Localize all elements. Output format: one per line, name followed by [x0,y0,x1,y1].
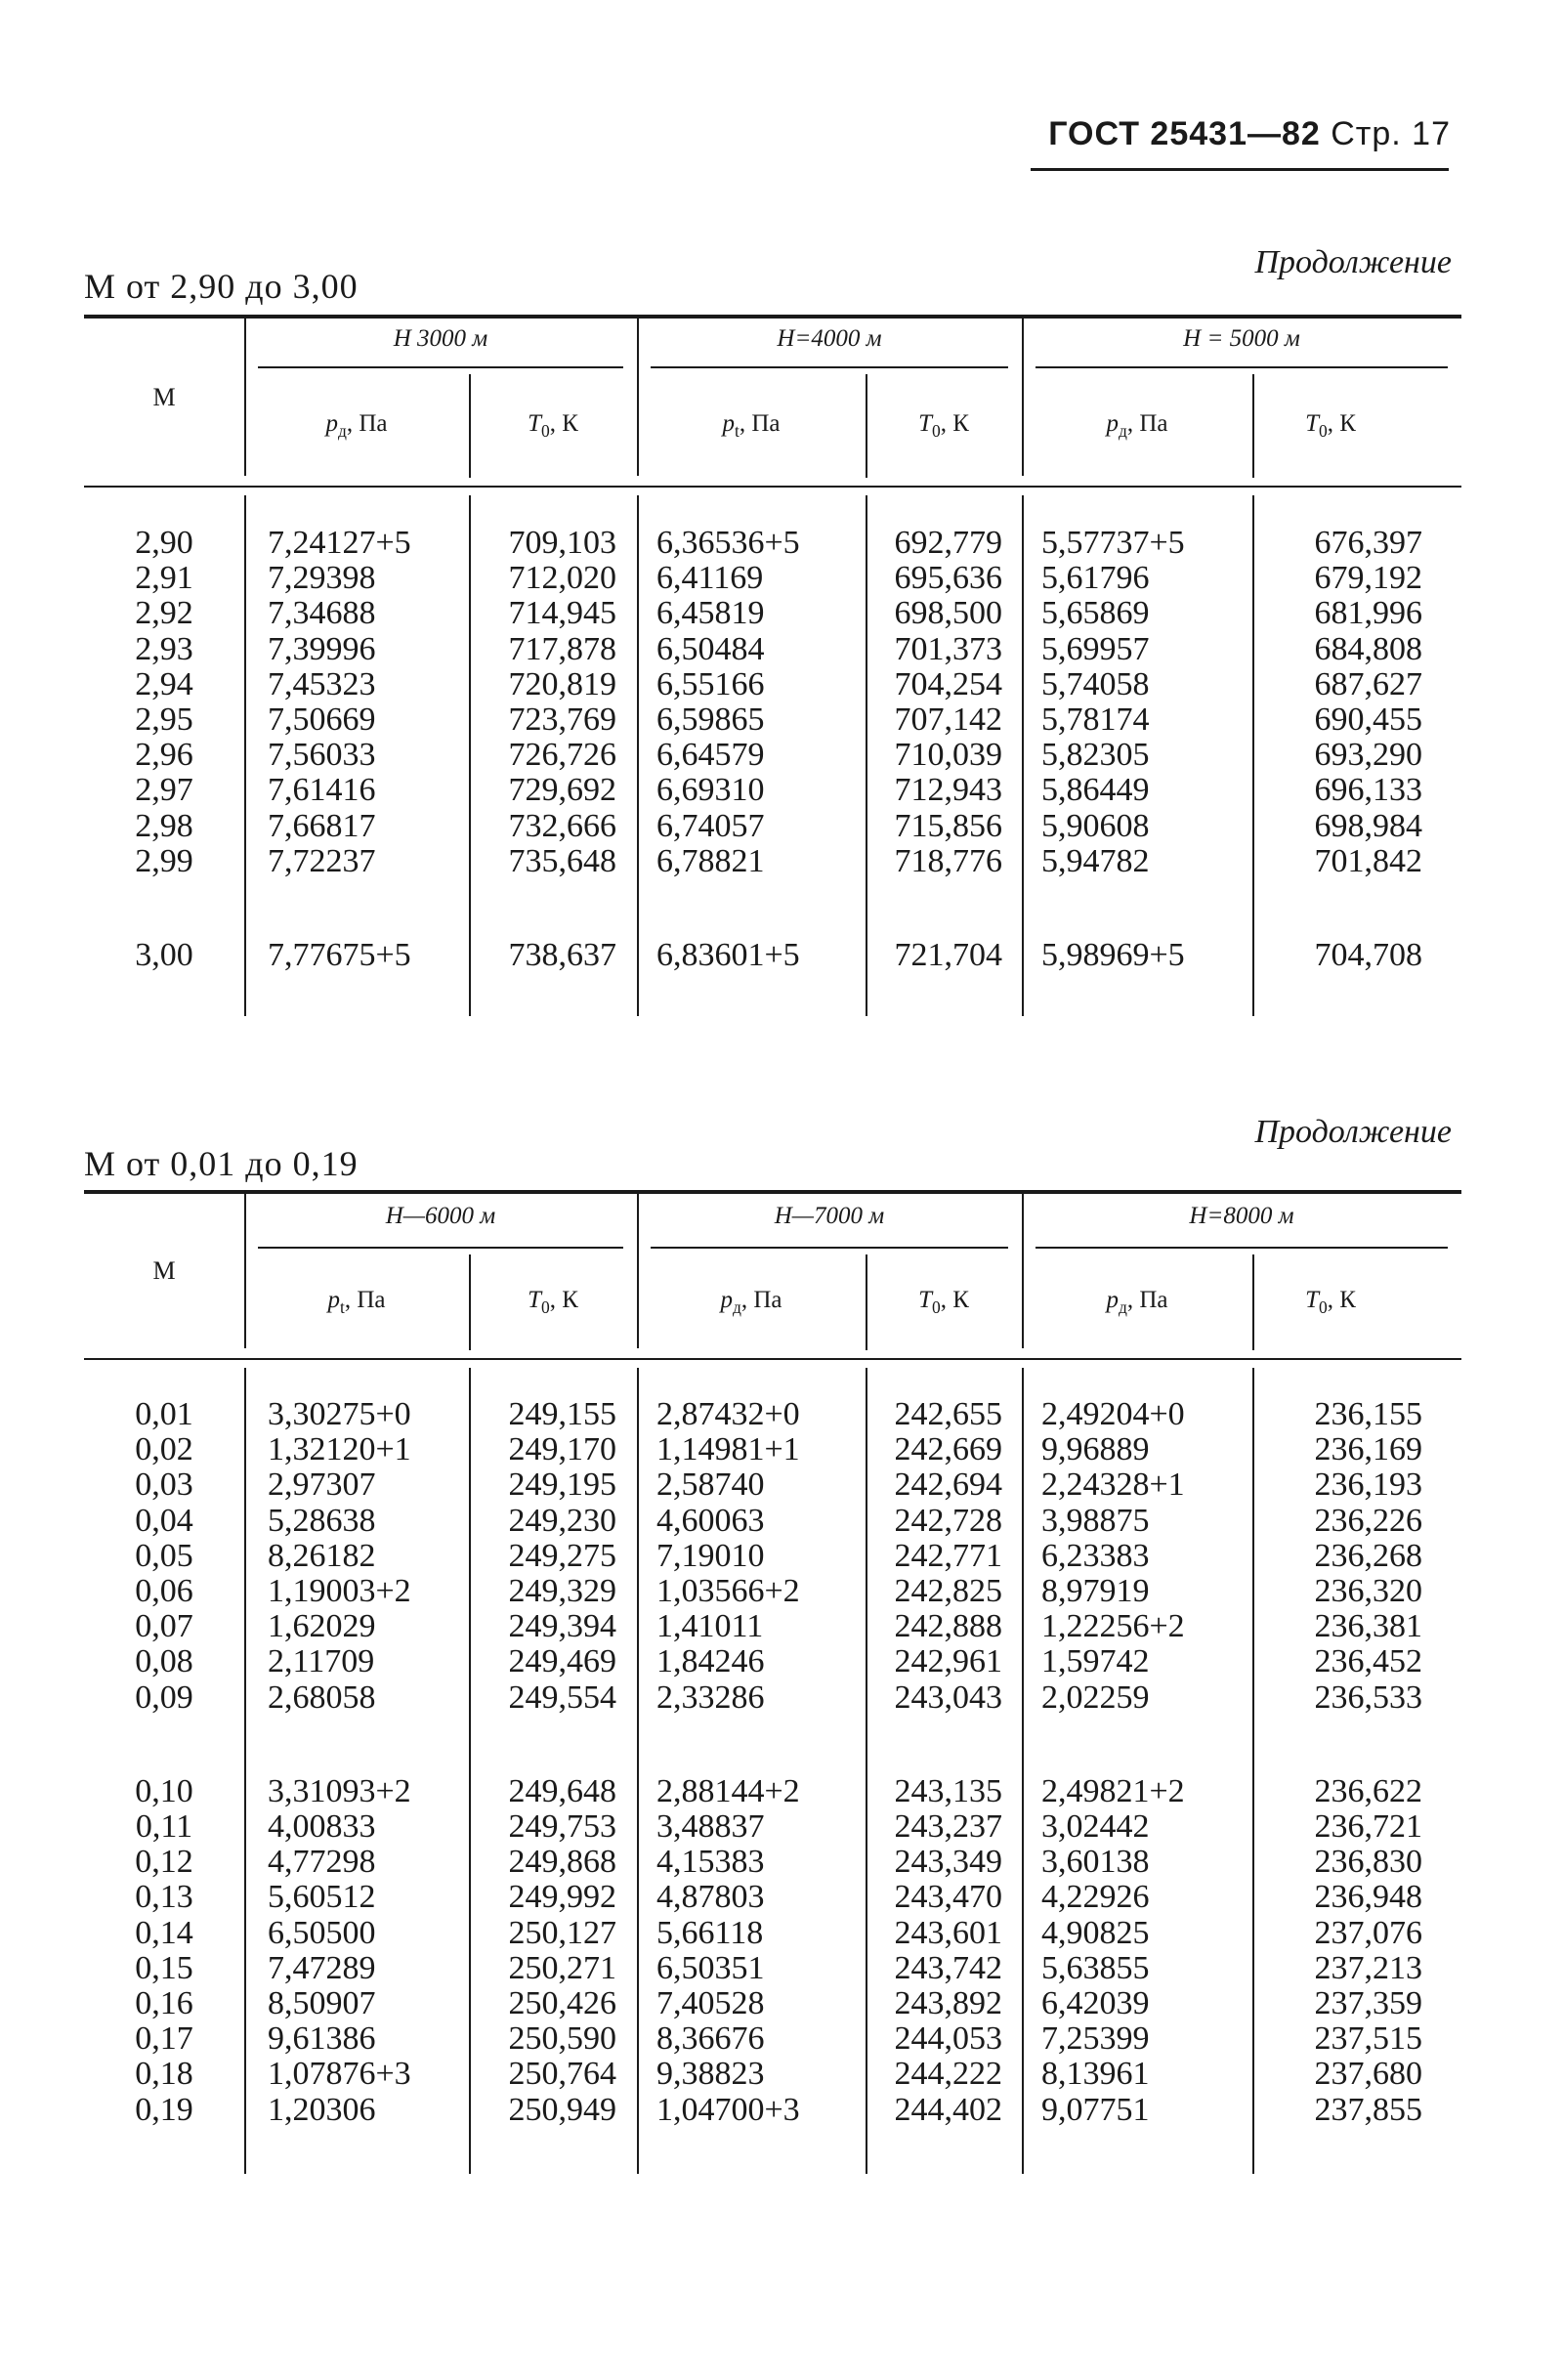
temperature-cell: 243,892 [894,1985,1002,2021]
temperature-cell: 717,878 [508,630,616,667]
pressure-cell: 1,41011 [656,1608,764,1645]
temperature-cell: 243,135 [894,1772,1002,1809]
pressure-cell: 6,36536+5 [656,525,800,561]
pressure-cell: 5,94782 [1041,842,1150,879]
temperature-cell: 709,103 [508,525,616,561]
pressure-cell: 2,33286 [656,1679,765,1716]
pressure-cell: 7,56033 [268,737,376,774]
pressure-cell: 1,32120+1 [268,1431,411,1468]
pressure-cell: 4,90825 [1041,1914,1150,1951]
mach-cell: 0,07 [135,1608,193,1645]
pressure-cell: 2,24328+1 [1041,1466,1185,1504]
temperature-cell: 715,856 [894,807,1002,844]
temperature-cell: 243,043 [894,1679,1002,1716]
temperature-cell: 236,155 [1314,1396,1422,1432]
pressure-cell: 2,49821+2 [1041,1772,1185,1809]
pressure-cell: 5,57737+5 [1041,525,1185,561]
mach-cell: 0,18 [135,2056,193,2093]
temperature-cell: 249,195 [508,1466,616,1504]
temperature-cell: 236,320 [1314,1573,1422,1609]
altitude-group-rule [1036,366,1448,368]
continuation-label: Продолжение [1254,1114,1452,1150]
temperature-cell: 698,984 [1314,807,1422,844]
pressure-cell: 1,84246 [656,1643,765,1680]
pressure-cell: 7,39996 [268,630,376,667]
temperature-cell: 237,680 [1314,2056,1422,2093]
temperature-cell: 236,169 [1314,1431,1422,1468]
temperature-cell: 243,742 [894,1949,1002,1986]
column-rule [1022,495,1024,1016]
pressure-cell: 1,04700+3 [656,2091,800,2128]
temperature-cell: 707,142 [894,701,1002,738]
table-top-rule [84,1190,1461,1194]
temperature-column-header: $T_0$, К [1305,1287,1356,1317]
temperature-cell: 236,948 [1314,1879,1422,1916]
temperature-cell: 249,155 [508,1396,616,1432]
temperature-cell: 249,329 [508,1573,616,1609]
temperature-column-header: $T_0$, К [1305,410,1356,441]
pressure-cell: 2,58740 [656,1466,765,1504]
temperature-cell: 250,271 [508,1949,616,1986]
pressure-cell: 6,59865 [656,701,765,738]
pressure-cell: 8,26182 [268,1537,376,1574]
pressure-cell: 5,66118 [656,1914,764,1951]
temperature-cell: 237,855 [1314,2091,1422,2128]
temperature-cell: 249,648 [508,1772,616,1809]
pressure-cell: 8,97919 [1041,1573,1150,1609]
header-bottom-rule [84,486,1461,488]
pressure-cell: 5,63855 [1041,1949,1150,1986]
mach-cell: 0,10 [135,1772,193,1809]
pressure-cell: 5,78174 [1041,701,1150,738]
table-top-rule [84,315,1461,319]
pressure-column-header: $p_д$, Па [720,1287,782,1317]
pressure-cell: 7,19010 [656,1537,765,1574]
pressure-cell: 1,22256+2 [1041,1608,1185,1645]
pressure-cell: 6,74057 [656,807,765,844]
pressure-cell: 9,07751 [1041,2091,1150,2128]
altitude-group-rule [258,1247,623,1249]
temperature-cell: 236,452 [1314,1643,1422,1680]
mach-cell: 2,90 [135,525,193,561]
pressure-cell: 7,61416 [268,772,376,809]
mach-cell: 0,16 [135,1985,193,2021]
pressure-cell: 6,41169 [656,560,764,597]
mach-column-header: М [152,382,176,411]
temperature-cell: 250,127 [508,1914,616,1951]
altitude-header: Н—6000 м [385,1203,496,1229]
pressure-cell: 8,50907 [268,1985,376,2021]
temperature-cell: 242,961 [894,1643,1002,1680]
pressure-cell: 4,15383 [656,1844,765,1881]
temperature-cell: 249,753 [508,1808,616,1845]
temperature-cell: 735,648 [508,842,616,879]
mach-cell: 0,01 [135,1396,193,1432]
temperature-cell: 243,470 [894,1879,1002,1916]
mach-cell: 0,03 [135,1466,193,1504]
temperature-cell: 244,053 [894,2020,1002,2058]
temperature-cell: 692,779 [894,525,1002,561]
pressure-cell: 2,49204+0 [1041,1396,1185,1432]
temperature-cell: 243,237 [894,1808,1002,1845]
altitude-group-rule [651,1247,1008,1249]
pressure-cell: 9,96889 [1041,1431,1150,1468]
mach-cell: 0,12 [135,1844,193,1881]
temperature-cell: 249,992 [508,1879,616,1916]
pressure-cell: 1,20306 [268,2091,376,2128]
mach-range-label: М от 0,01 до 0,19 [84,1144,359,1183]
temperature-cell: 684,808 [1314,630,1422,667]
altitude-header: Н=4000 м [777,324,882,352]
mach-cell: 0,04 [135,1502,193,1539]
temperature-cell: 242,728 [894,1502,1002,1539]
pressure-cell: 2,87432+0 [656,1396,800,1432]
pressure-cell: 9,61386 [268,2020,376,2058]
pressure-cell: 7,34688 [268,595,376,632]
column-rule [637,1368,639,2174]
temperature-cell: 712,020 [508,560,616,597]
temperature-cell: 243,601 [894,1914,1002,1951]
temperature-cell: 236,381 [1314,1608,1422,1645]
mach-cell: 0,05 [135,1537,193,1574]
temperature-cell: 250,764 [508,2056,616,2093]
mach-cell: 0,11 [135,1808,193,1845]
temperature-cell: 679,192 [1314,560,1422,597]
pressure-cell: 1,14981+1 [656,1431,800,1468]
temperature-cell: 714,945 [508,595,616,632]
pressure-cell: 6,45819 [656,595,765,632]
pressure-cell: 7,40528 [656,1985,765,2021]
mach-cell: 2,92 [135,595,193,632]
pressure-column-header: $p_t$, Па [722,410,781,441]
temperature-cell: 720,819 [508,665,616,702]
pressure-cell: 7,47289 [268,1949,376,1986]
pressure-cell: 4,00833 [268,1808,376,1845]
pressure-column-header: $p_д$, Па [1106,410,1168,441]
temperature-cell: 242,655 [894,1396,1002,1432]
mach-cell: 2,94 [135,665,193,702]
temperature-cell: 249,170 [508,1431,616,1468]
pressure-cell: 6,83601+5 [656,937,800,973]
column-rule [637,495,639,1016]
column-rule [244,1368,246,2174]
pressure-cell: 5,74058 [1041,665,1150,702]
temperature-cell: 236,226 [1314,1502,1422,1539]
temperature-cell: 250,590 [508,2020,616,2058]
temperature-cell: 236,622 [1314,1772,1422,1809]
temperature-cell: 250,426 [508,1985,616,2021]
pressure-cell: 4,60063 [656,1502,765,1539]
altitude-group-rule [1036,1247,1448,1249]
temperature-cell: 249,469 [508,1643,616,1680]
mach-column-header: М [152,1256,176,1285]
temperature-cell: 726,726 [508,737,616,774]
temperature-cell: 690,455 [1314,701,1422,738]
temperature-cell: 681,996 [1314,595,1422,632]
pressure-cell: 5,69957 [1041,630,1150,667]
temperature-cell: 718,776 [894,842,1002,879]
column-rule [1022,1368,1024,2174]
temperature-cell: 693,290 [1314,737,1422,774]
data-table [84,1190,1461,2184]
pressure-cell: 6,64579 [656,737,765,774]
pressure-cell: 7,29398 [268,560,376,597]
temperature-column-header: $T_0$, К [528,1287,578,1317]
temperature-cell: 249,394 [508,1608,616,1645]
temperature-cell: 701,842 [1314,842,1422,879]
temperature-cell: 236,721 [1314,1808,1422,1845]
temperature-cell: 236,268 [1314,1537,1422,1574]
mach-cell: 2,98 [135,807,193,844]
pressure-cell: 3,31093+2 [268,1772,411,1809]
temperature-cell: 701,373 [894,630,1002,667]
pressure-cell: 5,82305 [1041,737,1150,774]
mach-cell: 0,06 [135,1573,193,1609]
pressure-cell: 7,50669 [268,701,376,738]
data-table [84,315,1461,1026]
mach-cell: 0,15 [135,1949,193,1986]
pressure-cell: 7,25399 [1041,2020,1150,2058]
temperature-cell: 698,500 [894,595,1002,632]
pressure-column-header: $p_t$, Па [327,1287,386,1317]
pressure-cell: 2,88144+2 [656,1772,800,1809]
pressure-cell: 2,68058 [268,1679,376,1716]
mach-cell: 2,96 [135,737,193,774]
pressure-cell: 2,11709 [268,1643,375,1680]
pressure-cell: 1,07876+3 [268,2056,411,2093]
pressure-cell: 6,23383 [1041,1537,1150,1574]
temperature-cell: 704,708 [1314,937,1422,973]
pressure-cell: 2,02259 [1041,1679,1150,1716]
column-rule [1252,495,1254,1016]
pressure-cell: 4,87803 [656,1879,765,1916]
temperature-cell: 721,704 [894,937,1002,973]
pressure-cell: 1,62029 [268,1608,376,1645]
mach-cell: 0,08 [135,1643,193,1680]
pressure-cell: 3,30275+0 [268,1396,411,1432]
pressure-cell: 2,97307 [268,1466,376,1504]
pressure-cell: 9,38823 [656,2056,765,2093]
temperature-cell: 249,868 [508,1844,616,1881]
pressure-cell: 3,60138 [1041,1844,1150,1881]
gost-number: ГОСТ 25431—82 [1048,115,1321,152]
temperature-cell: 695,636 [894,560,1002,597]
temperature-cell: 738,637 [508,937,616,973]
temperature-cell: 676,397 [1314,525,1422,561]
pressure-cell: 5,28638 [268,1502,376,1539]
pressure-column-header: $p_д$, Па [1106,1287,1168,1317]
column-rule [244,495,246,1016]
pressure-cell: 7,72237 [268,842,376,879]
pressure-cell: 7,45323 [268,665,376,702]
temperature-cell: 237,213 [1314,1949,1422,1986]
temperature-cell: 236,830 [1314,1844,1422,1881]
pressure-column-header: $p_д$, Па [325,410,388,441]
document-header [1031,115,1451,153]
mach-range-label: М от 2,90 до 3,00 [84,267,359,306]
pressure-cell: 6,78821 [656,842,765,879]
pressure-cell: 5,86449 [1041,772,1150,809]
temperature-cell: 704,254 [894,665,1002,702]
mach-cell: 2,97 [135,772,193,809]
temperature-cell: 237,076 [1314,1914,1422,1951]
pressure-cell: 5,60512 [268,1879,376,1916]
altitude-header: Н—7000 м [774,1203,885,1229]
pressure-cell: 8,13961 [1041,2056,1150,2093]
pressure-cell: 1,03566+2 [656,1573,800,1609]
mach-cell: 0,14 [135,1914,193,1951]
temperature-column-header: $T_0$, К [918,1287,969,1317]
temperature-cell: 712,943 [894,772,1002,809]
pressure-cell: 5,65869 [1041,595,1150,632]
pressure-cell: 1,59742 [1041,1643,1150,1680]
pressure-cell: 3,02442 [1041,1808,1150,1845]
temperature-column-header: $T_0$, К [528,410,578,441]
mach-cell: 0,19 [135,2091,193,2128]
mach-cell: 0,17 [135,2020,193,2058]
temperature-cell: 249,230 [508,1502,616,1539]
mach-cell: 2,91 [135,560,193,597]
temperature-cell: 244,402 [894,2091,1002,2128]
temperature-cell: 710,039 [894,737,1002,774]
pressure-cell: 7,24127+5 [268,525,411,561]
header-rule [1031,168,1449,171]
pressure-cell: 5,90608 [1041,807,1150,844]
temperature-cell: 237,515 [1314,2020,1422,2058]
temperature-cell: 242,669 [894,1431,1002,1468]
altitude-header: Н=8000 м [1189,1203,1294,1229]
altitude-group-rule [258,366,623,368]
temperature-cell: 236,193 [1314,1466,1422,1504]
temperature-cell: 243,349 [894,1844,1002,1881]
mach-cell: 0,09 [135,1679,193,1716]
pressure-cell: 3,98875 [1041,1502,1150,1539]
altitude-group-rule [651,366,1008,368]
temperature-cell: 250,949 [508,2091,616,2128]
pressure-cell: 6,50351 [656,1949,765,1986]
pressure-cell: 5,61796 [1041,560,1150,597]
altitude-header: Н = 5000 м [1183,324,1300,352]
pressure-cell: 7,77675+5 [268,937,411,973]
pressure-cell: 5,98969+5 [1041,937,1185,973]
temperature-cell: 236,533 [1314,1679,1422,1716]
pressure-cell: 6,50500 [268,1914,376,1951]
temperature-cell: 249,554 [508,1679,616,1716]
mach-cell: 2,95 [135,701,193,738]
mach-cell: 2,99 [135,842,193,879]
pressure-cell: 6,50484 [656,630,765,667]
temperature-cell: 242,825 [894,1573,1002,1609]
continuation-label: Продолжение [1254,244,1452,280]
temperature-cell: 242,888 [894,1608,1002,1645]
pressure-cell: 7,66817 [268,807,376,844]
temperature-cell: 249,275 [508,1537,616,1574]
pressure-cell: 8,36676 [656,2020,765,2058]
pressure-cell: 4,77298 [268,1844,376,1881]
temperature-cell: 696,133 [1314,772,1422,809]
pressure-cell: 6,55166 [656,665,765,702]
mach-cell: 2,93 [135,630,193,667]
mach-cell: 0,13 [135,1879,193,1916]
mach-cell: 3,00 [135,937,193,973]
temperature-cell: 729,692 [508,772,616,809]
pressure-cell: 3,48837 [656,1808,765,1845]
altitude-header: Н 3000 м [393,324,488,352]
pressure-cell: 1,19003+2 [268,1573,411,1609]
column-rule [1252,1368,1254,2174]
temperature-cell: 723,769 [508,701,616,738]
temperature-column-header: $T_0$, К [918,410,969,441]
temperature-cell: 732,666 [508,807,616,844]
pressure-cell: 4,22926 [1041,1879,1150,1916]
temperature-cell: 242,771 [894,1537,1002,1574]
mach-cell: 0,02 [135,1431,193,1468]
page-number: Стр. 17 [1331,115,1451,152]
temperature-cell: 242,694 [894,1466,1002,1504]
header-bottom-rule [84,1358,1461,1360]
temperature-cell: 244,222 [894,2056,1002,2093]
temperature-cell: 687,627 [1314,665,1422,702]
pressure-cell: 6,69310 [656,772,765,809]
temperature-cell: 237,359 [1314,1985,1422,2021]
pressure-cell: 6,42039 [1041,1985,1150,2021]
